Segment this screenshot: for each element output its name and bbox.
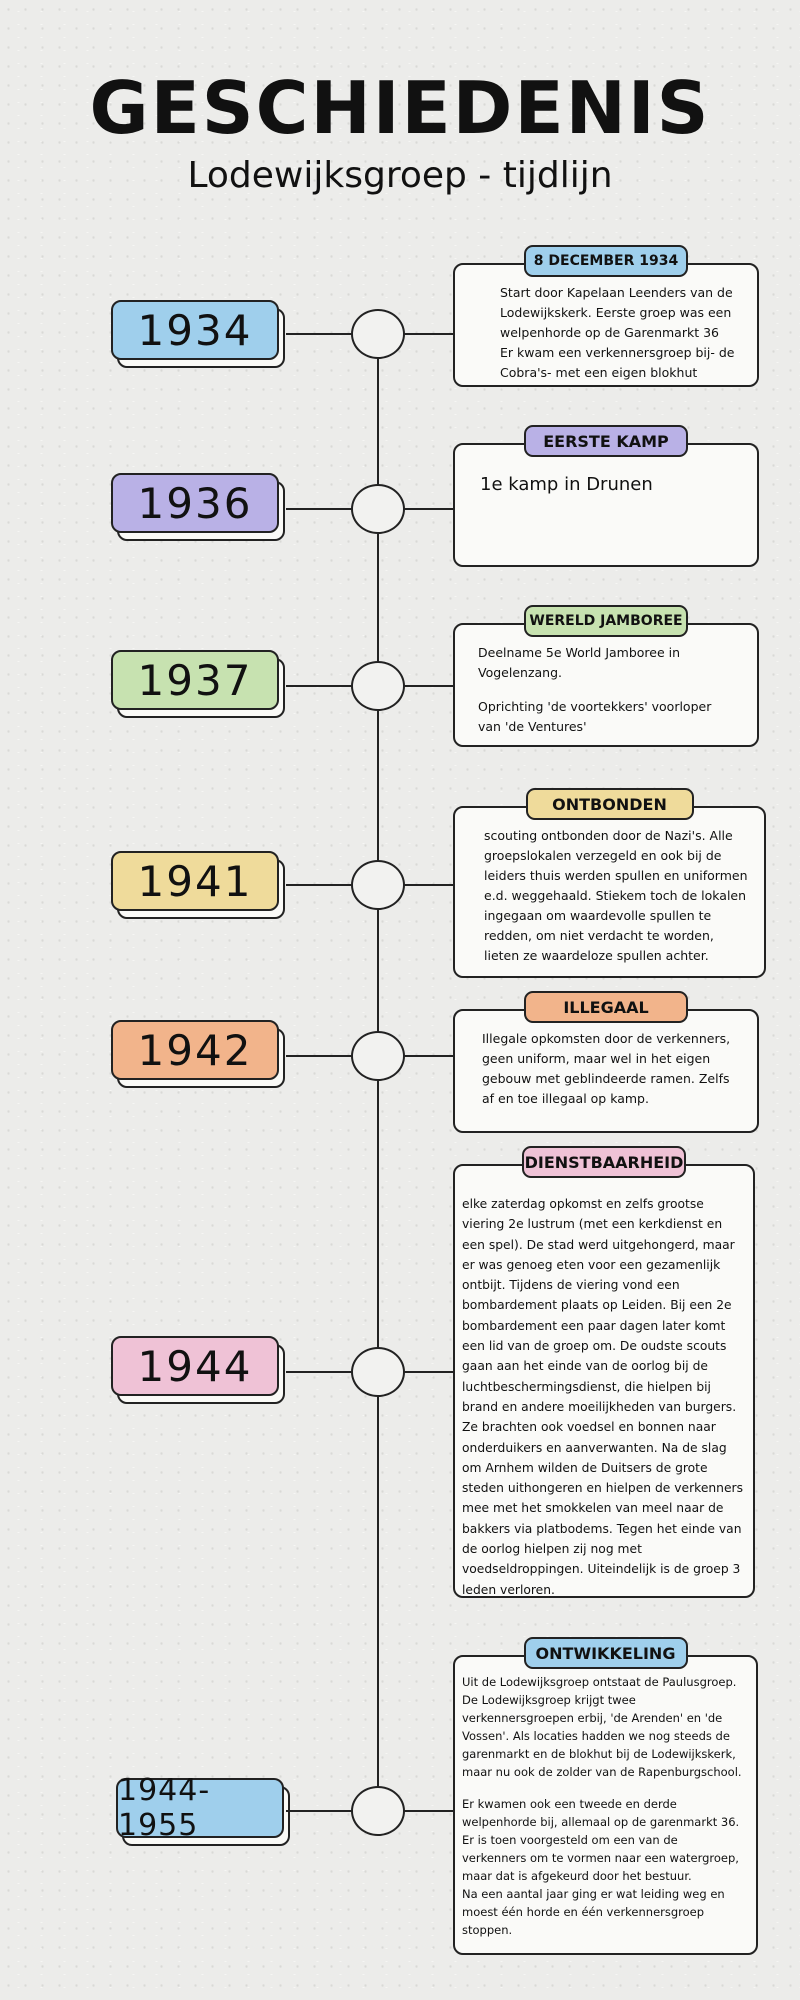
description-paragraph: Er kwamen ook een tweede en derde welpenhorde bij, allemaal op de garenmarkt 36. Er is toen voorgesteld om een van de verkenners om te vormen naar een watergroep, maar dat is afgekeurd door het bestuur. <box>462 1797 740 1883</box>
event-6-heading: DIENSTBAARHEID <box>522 1146 686 1178</box>
event-5-heading: ILLEGAAL <box>524 991 688 1023</box>
event-4-connector-left <box>286 884 352 886</box>
event-3-connector-right <box>404 685 453 687</box>
description-paragraph: Na een aantal jaar ging er wat leiding weg en moest één horde en één verkennersgroep stoppen. <box>462 1887 725 1937</box>
event-7-description <box>462 1673 742 1939</box>
event-6-connector-right <box>404 1371 453 1373</box>
event-2-year-label: 1936 <box>111 473 279 533</box>
event-6-year-label: 1944 <box>111 1336 279 1396</box>
event-2-card <box>453 443 759 567</box>
event-4-node <box>351 860 405 910</box>
event-2-year-badge <box>111 473 281 533</box>
event-3-node <box>351 661 405 711</box>
event-7-year-label: 1944-1955 <box>116 1778 284 1838</box>
event-7-connector-right <box>404 1810 453 1812</box>
description-paragraph: scouting ontbonden door de Nazi's. Alle groepslokalen verzegeld en ook bij de leiders thuis werden spullen en uniformen e.d. weggehaald. Stiekem toch de lokalen ingegaan om waardevolle spullen te redden, om niet verdacht te worden, lieten ze waardeloze spullen achter. <box>484 828 748 963</box>
description-paragraph: Illegale opkomsten door de verkenners, geen uniform, maar wel in het eigen gebouw met geblindeerde ramen. Zelfs af en toe illegaal op kamp. <box>482 1031 731 1106</box>
event-5-connector-right <box>404 1055 453 1057</box>
event-1-year-badge <box>111 300 281 360</box>
event-4-heading: ONTBONDEN <box>526 788 694 820</box>
event-5-node <box>351 1031 405 1081</box>
description-paragraph: elke zaterdag opkomst en zelfs grootse viering 2e lustrum (met een kerkdienst en een spel). De stad werd uitgehongerd, maar er was genoeg eten voor een gezamenlijk ontbijt. Tijdens de viering vond een bombardement plaats op Leiden. Bij een 2e bombardement een paar dagen later komt een lid van de groep om. De oudste scouts gaan aan het einde van de oorlog bij de luchtbeschermingsdienst, die hielpen bij brand en andere moeilijkheden van burgers. Ze brachten ook voedsel en bonnen naar onderduikers en aanverwanten. Na de slag om Arnhem wilden de Duitsers de grote steden uithongeren en hielpen de verkenners mee met het smokkelen van meel naar de bakkers via platbodems. Tegen het einde van de oorlog hielpen zij nog met voedseldroppingen. Uiteindelijk is de groep 3 leden verloren. <box>462 1197 744 1597</box>
event-6-connector-left <box>286 1371 352 1373</box>
event-1-year-label: 1934 <box>111 300 279 360</box>
event-1-connector-left <box>286 333 352 335</box>
event-6-node <box>351 1347 405 1397</box>
event-2-node <box>351 484 405 534</box>
event-3-connector-left <box>286 685 352 687</box>
event-5-year-badge <box>111 1020 281 1080</box>
event-4-description <box>484 826 750 966</box>
event-3-description <box>478 643 738 737</box>
event-1-heading: 8 DECEMBER 1934 <box>524 245 688 277</box>
page-title: GESCHIEDENIS <box>89 66 711 150</box>
event-1-node <box>351 309 405 359</box>
description-paragraph: 1e kamp in Drunen <box>480 474 653 495</box>
event-7-heading: ONTWIKKELING <box>524 1637 688 1669</box>
paragraph-gap <box>462 1781 742 1795</box>
event-6-year-badge <box>111 1336 281 1396</box>
paragraph-gap <box>478 683 738 697</box>
event-7-connector-left <box>286 1810 352 1812</box>
event-1-description <box>500 283 748 383</box>
event-6-description <box>462 1194 748 1600</box>
event-5-description <box>482 1029 744 1109</box>
event-7-node <box>351 1786 405 1836</box>
description-paragraph: Oprichting 'de voortekkers' voorloper van 'de Ventures' <box>478 699 712 734</box>
description-paragraph: Start door Kapelaan Leenders van de Lodewijkskerk. Eerste groep was een welpenhorde op de Garenmarkt 36 <box>500 285 733 340</box>
event-1-connector-right <box>404 333 453 335</box>
description-paragraph: Deelname 5e World Jamboree in Vogelenzang. <box>478 645 681 680</box>
description-paragraph: Er kwam een verkennersgroep bij- de Cobra's- met een eigen blokhut <box>500 345 735 380</box>
event-2-heading: EERSTE KAMP <box>524 425 688 457</box>
event-3-year-label: 1937 <box>111 650 279 710</box>
event-4-year-badge <box>111 851 281 911</box>
event-5-connector-left <box>286 1055 352 1057</box>
description-paragraph: Uit de Lodewijksgroep ontstaat de Paulusgroep. De Lodewijksgroep krijgt twee verkennersgroepen erbij, 'de Arenden' en 'de Vossen'. Als locaties hadden we nog steeds de garenmarkt en de blokhut bij de Lodewijkskerk, maar nu ook de zolder van de Rapenburgschool. <box>462 1675 742 1779</box>
event-5-year-label: 1942 <box>111 1020 279 1080</box>
event-3-heading: WERELD JAMBOREE <box>524 605 688 637</box>
event-4-year-label: 1941 <box>111 851 279 911</box>
event-3-year-badge <box>111 650 281 710</box>
event-4-connector-right <box>404 884 453 886</box>
event-2-description <box>480 473 740 497</box>
event-7-year-badge <box>116 1773 286 1843</box>
event-2-connector-left <box>286 508 352 510</box>
event-2-connector-right <box>404 508 453 510</box>
page-subtitle: Lodewijksgroep - tijdlijn <box>187 155 613 196</box>
